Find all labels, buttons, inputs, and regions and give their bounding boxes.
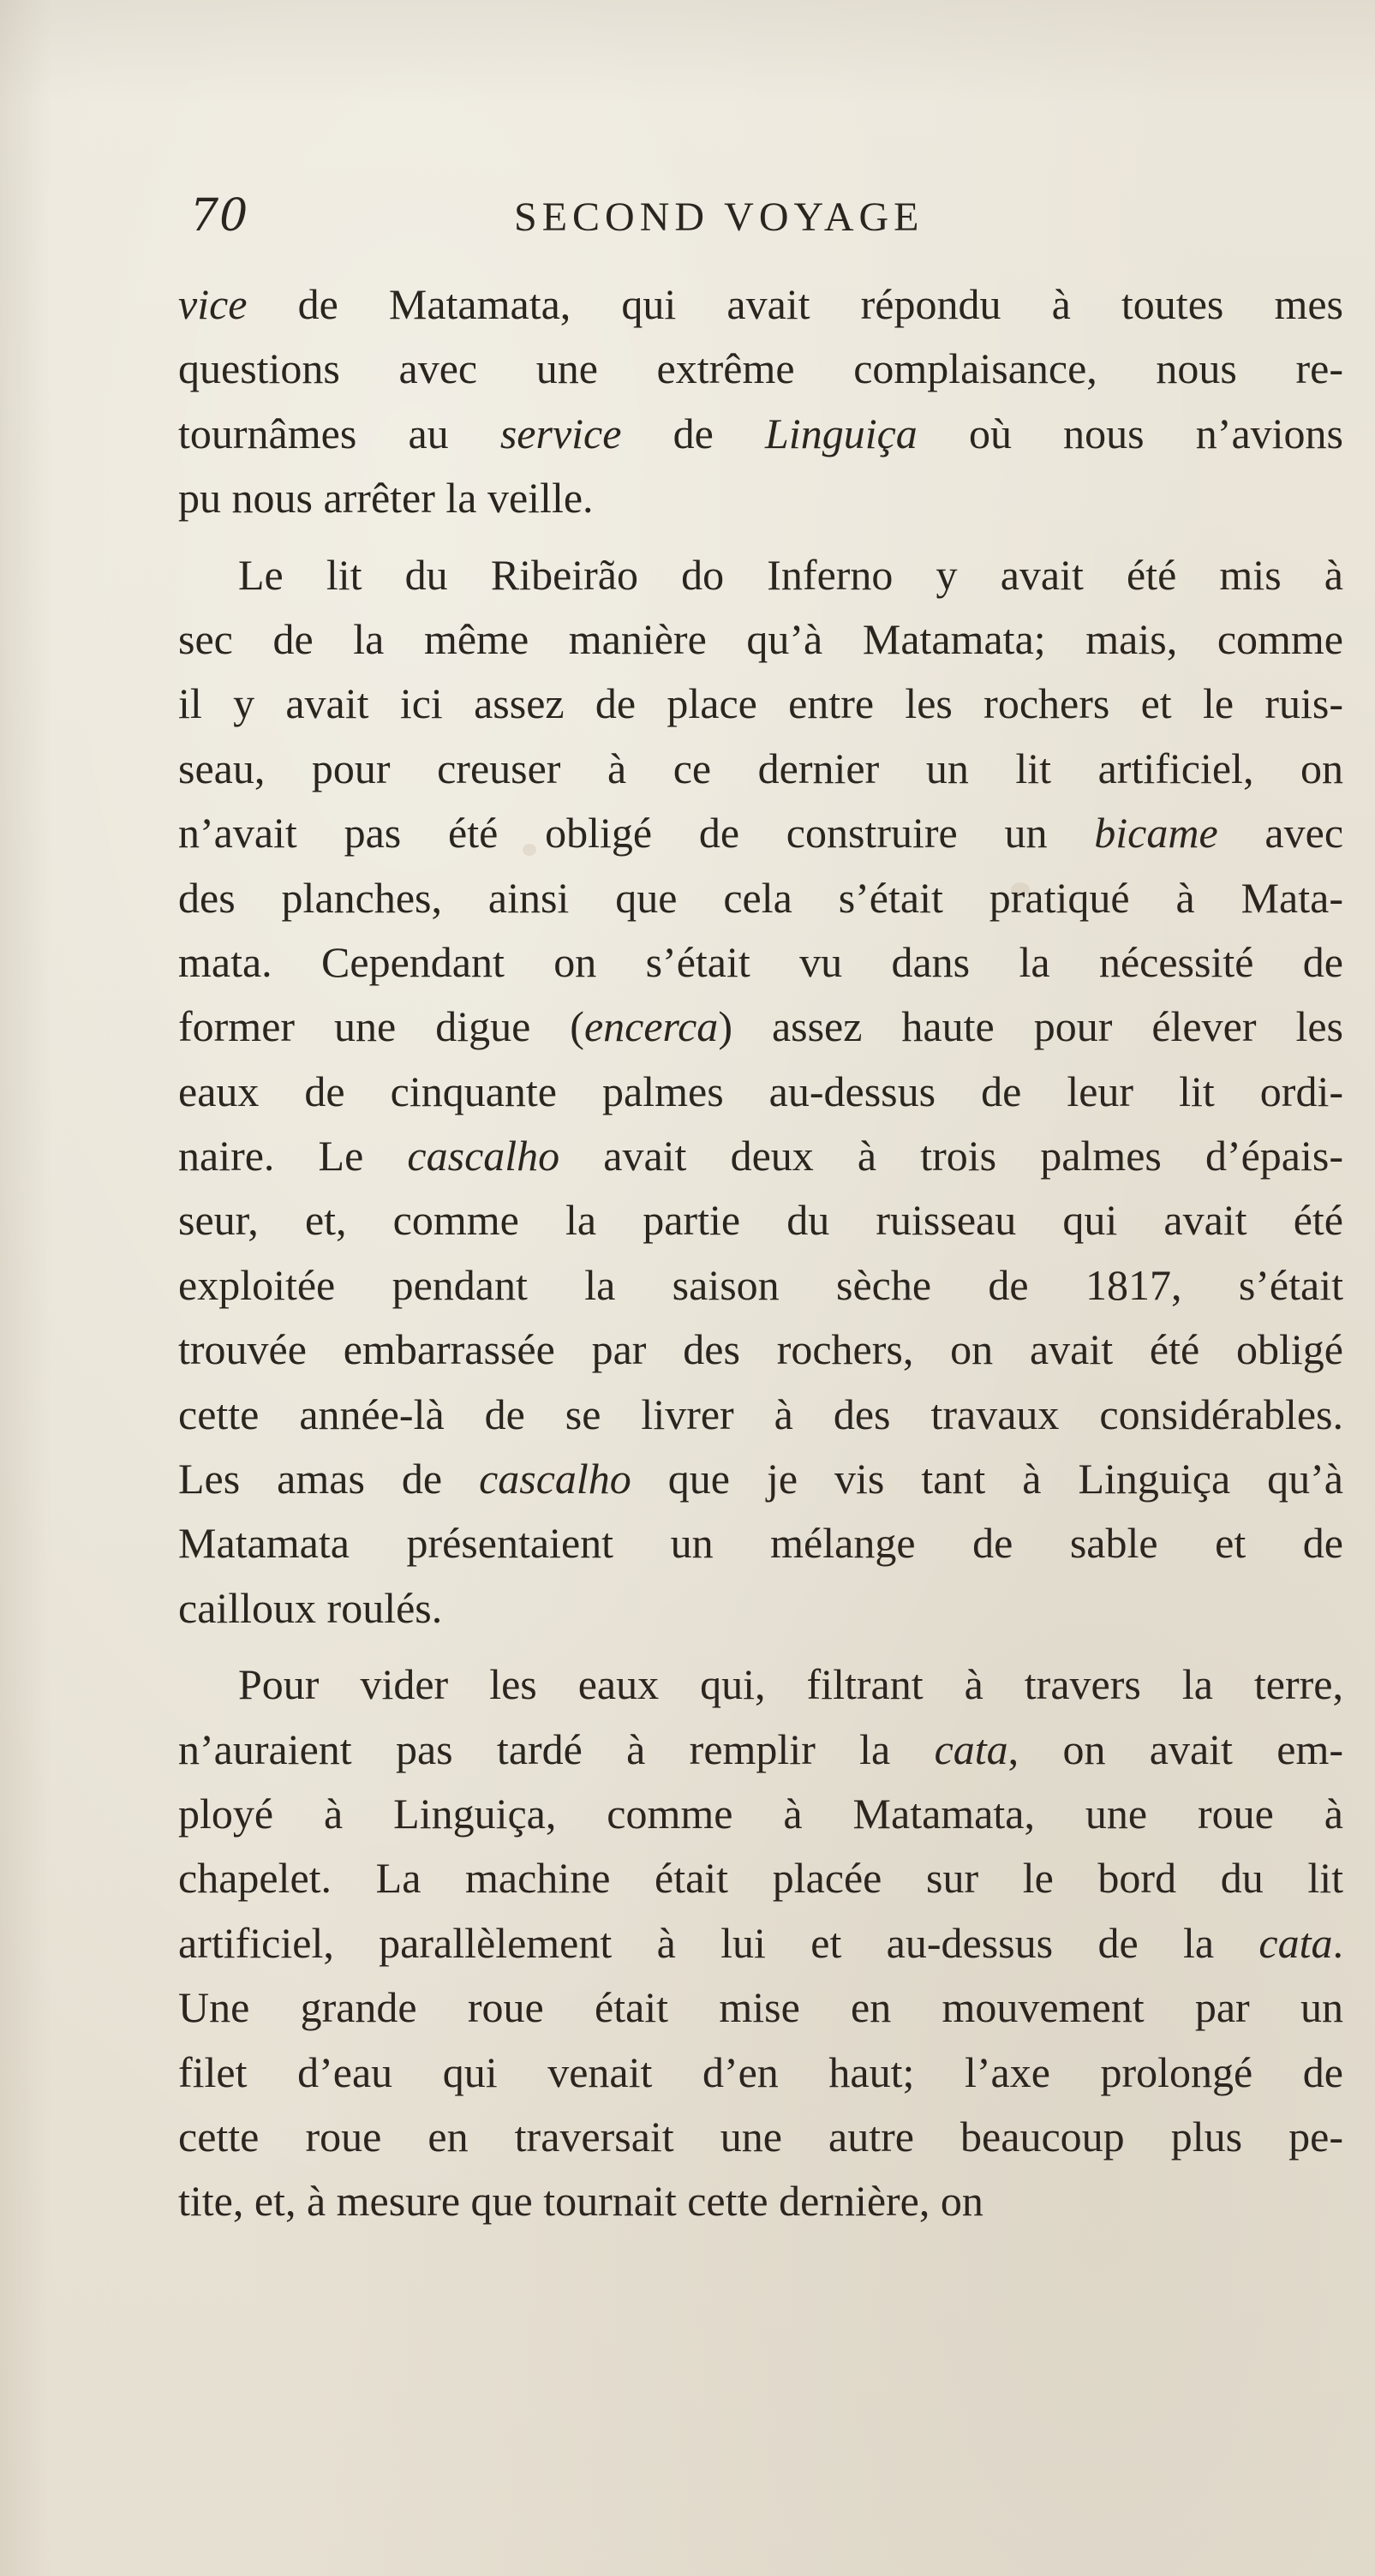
italic-term: service — [499, 409, 622, 457]
text-run: des planches, ainsi que cela s’était pratiqué à Mata- — [178, 873, 1343, 922]
text-line — [178, 2041, 1343, 2105]
text-line — [178, 1576, 1343, 1641]
paragraph — [178, 531, 1343, 1641]
text-line — [178, 995, 1343, 1059]
text-line — [178, 1718, 1343, 1782]
text-line — [178, 1782, 1343, 1846]
text-line — [178, 1511, 1343, 1575]
text-run: Le lit du Ribeirão do Inferno y avait été mis à — [238, 550, 1343, 599]
text-run: , on avait em- — [1007, 1724, 1343, 1773]
text-run: il y avait ici assez de place entre les rochers et le ruis- — [178, 679, 1343, 728]
italic-term: cascalho — [479, 1455, 631, 1503]
text-run: n’avait pas été obligé de construire un — [178, 809, 1095, 858]
text-run: Les amas de — [178, 1455, 480, 1503]
paragraph-gap — [178, 1641, 1343, 1653]
text-run: cette roue en traversait une autre beaucoup plus pe- — [178, 2112, 1343, 2161]
text-run: ployé à Linguiça, comme à Matamata, une roue à — [178, 1789, 1343, 1838]
text-line — [178, 402, 1343, 466]
text-run: filet d’eau qui venait d’en haut; l’axe prolongé de — [178, 2047, 1343, 2096]
text-run: questions avec une extrême complaisance, nous re- — [178, 344, 1343, 393]
text-line — [178, 672, 1343, 736]
text-line — [178, 2105, 1343, 2169]
text-line — [178, 543, 1343, 607]
text-run: pu nous arrêter la veille. — [178, 474, 594, 523]
text-line — [178, 272, 1343, 337]
text-line — [178, 2169, 1343, 2233]
text-line — [178, 1383, 1343, 1447]
text-run: Pour vider les eaux qui, filtrant à travers la terre, — [238, 1660, 1343, 1709]
paragraph — [178, 272, 1343, 531]
text-line — [178, 1318, 1343, 1382]
text-line — [178, 1447, 1343, 1511]
text-line — [178, 1188, 1343, 1252]
text-run: seur, et, comme la partie du ruisseau qui avait été — [178, 1196, 1343, 1245]
text-run: où nous n’avions — [917, 409, 1343, 457]
text-run: former une digue ( — [178, 1002, 584, 1051]
paragraph-gap — [178, 531, 1343, 543]
text-run: trouvée embarrassée par des rochers, on avait été obligé — [178, 1325, 1343, 1374]
italic-term: encerca — [583, 1002, 719, 1051]
text-line — [178, 1124, 1343, 1188]
italic-term: bicame — [1094, 809, 1218, 858]
text-line — [178, 1653, 1343, 1717]
italic-term: cascalho — [407, 1132, 560, 1180]
text-run: que je vis tant à Linguiça qu’à — [631, 1455, 1343, 1503]
text-run: Matamata présentaient un mélange de sable et de — [178, 1519, 1343, 1568]
text-run: chapelet. La machine était placée sur le bord du lit — [178, 1854, 1343, 1903]
text-run: cette année-là de se livrer à des travaux considérables. — [178, 1390, 1343, 1438]
text-run: tite, et, à mesure que tournait cette dernière, on — [178, 2177, 983, 2226]
text-run: Une grande roue était mise en mouvement par un — [178, 1983, 1343, 2032]
text-run: de — [621, 409, 765, 457]
italic-term: Linguiça — [765, 409, 918, 457]
text-line — [178, 337, 1343, 401]
text-line — [178, 930, 1343, 995]
text-line — [178, 1060, 1343, 1124]
text-line — [178, 1253, 1343, 1318]
paragraph — [178, 1641, 1343, 2234]
text-run: exploitée pendant la saison sèche de 1817, s’était — [178, 1260, 1343, 1309]
running-head: SECOND VOYAGE — [514, 194, 924, 240]
text-line — [178, 1911, 1343, 1975]
text-line — [178, 1846, 1343, 1910]
text-run: mata. Cependant on s’était vu dans la nécessité de — [178, 937, 1343, 986]
text-run: ) assez haute pour élever les — [718, 1002, 1343, 1051]
italic-term: vice — [178, 280, 248, 328]
text-run: de Matamata, qui avait répondu à toutes mes — [247, 280, 1343, 328]
italic-term: cata — [934, 1724, 1008, 1773]
page-number: 70 — [190, 190, 249, 242]
text-run: sec de la même manière qu’à Matamata; mais, comme — [178, 614, 1343, 663]
text-line — [178, 737, 1343, 801]
text-run: avait deux à trois palmes d’épais- — [559, 1132, 1343, 1180]
text-line — [178, 466, 1343, 530]
text-run: n’auraient pas tardé à remplir la — [178, 1724, 935, 1773]
text-run: naire. Le — [178, 1132, 408, 1180]
text-line — [178, 866, 1343, 930]
text-run: artificiel, parallèlement à lui et au-dessus de la — [178, 1918, 1259, 1967]
text-line — [178, 801, 1343, 865]
text-line — [178, 1975, 1343, 2040]
text-run: seau, pour creuser à ce dernier un lit artificiel, on — [178, 744, 1343, 792]
text-run: tournâmes au — [178, 409, 500, 457]
text-run: cailloux roulés. — [178, 1583, 443, 1632]
text-run: eaux de cinquante palmes au-dessus de leur lit ordi- — [178, 1067, 1343, 1115]
text-line — [178, 607, 1343, 672]
text-run: avec — [1217, 809, 1343, 858]
body-text — [178, 272, 1343, 2234]
italic-term: cata — [1258, 1918, 1333, 1967]
text-run: . — [1332, 1918, 1343, 1967]
